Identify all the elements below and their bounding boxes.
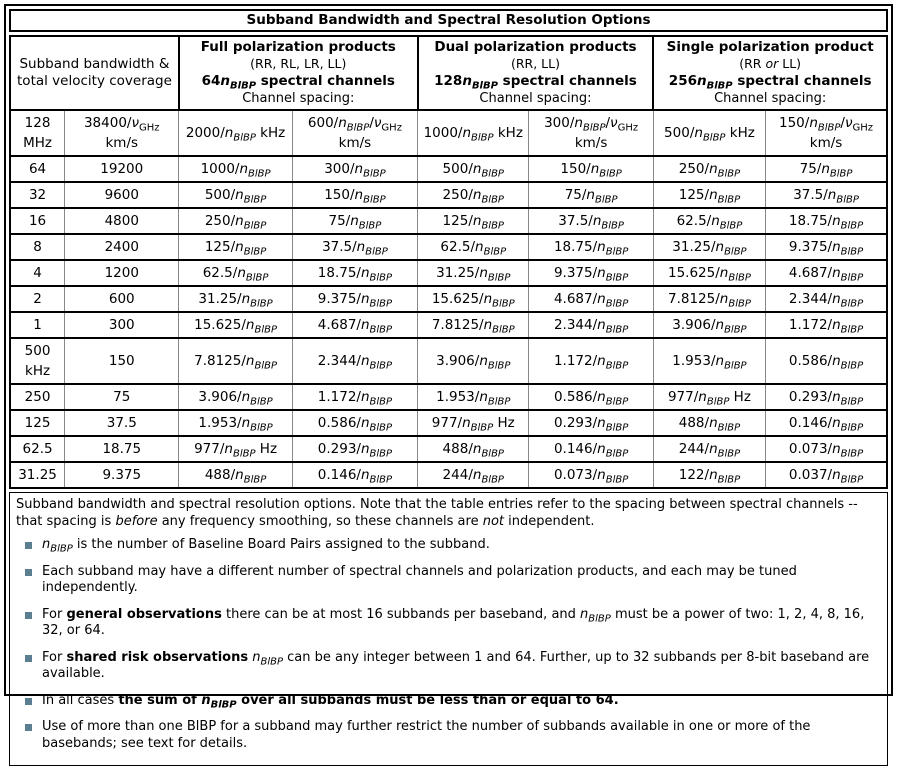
group-polarizations: (RR, LL) (510, 56, 560, 71)
table-caption: Subband bandwidth and spectral resolution options. Note that the table entries refer to the spacing between spectral channels -- that spacing is before any frequency smoothing, so these channels are not independent. (16, 497, 858, 529)
note-text: In all cases the sum of $n_{BlBP}$ over all subbands must be less than or equal to 64. (42, 692, 619, 711)
table-cell: $0.586/n_{BlBP}$ (766, 338, 887, 384)
table-cell: $250/n_{BlBP}$ (418, 182, 529, 208)
table-cell: $9.375/n_{BlBP}$ (529, 260, 653, 286)
table-cell: $150/n_{BlBP}$ (529, 156, 653, 182)
notes-list (16, 537, 881, 752)
column-group-header-3 (418, 36, 654, 110)
table-cell: 62.5 (10, 436, 65, 462)
group-channels: $64n_{BlBP}$ spectral channels (201, 73, 395, 92)
table-cell: $2.344/n_{BlBP}$ (766, 286, 887, 312)
table-cell: $0.073/n_{BlBP}$ (766, 436, 887, 462)
note-text: For shared risk observations $n_{BlBP}$ can be any integer between 1 and 64. Further, up to 32 subbands per 8-bit baseband are available. (42, 649, 870, 681)
table-cell: 125 (10, 410, 65, 436)
table-cell: $31.25/n_{BlBP}$ (653, 234, 765, 260)
notes-panel (9, 492, 888, 766)
table-cell: 9.375 (65, 462, 179, 488)
table-cell: $15.625/n_{BlBP}$ (653, 260, 765, 286)
note-text: Each subband may have a different number of spectral channels and polarization products, and each may be tuned independently. (42, 563, 797, 595)
table-cell: $15.625/n_{BlBP}$ (418, 286, 529, 312)
group-channels: $128n_{BlBP}$ spectral channels (434, 73, 637, 92)
group-spacing-label: Channel spacing: (242, 91, 355, 106)
table-cell: $0.586/n_{BlBP}$ (529, 384, 653, 410)
group-polarizations: (RR or LL) (739, 56, 802, 71)
table-cell: $15.625/n_{BlBP}$ (179, 312, 292, 338)
table-cell: $7.8125/n_{BlBP}$ (653, 286, 765, 312)
table-cell: $122/n_{BlBP}$ (653, 462, 765, 488)
table-row (10, 338, 887, 384)
table-cell: 16 (10, 208, 65, 234)
table-cell: 64 (10, 156, 65, 182)
table-cell: $62.5/n_{BlBP}$ (179, 260, 292, 286)
table-cell: $37.5/n_{BlBP}$ (766, 182, 887, 208)
square-bullet-icon (25, 698, 32, 705)
table-cell: $977/n_{BlBP}$ Hz (653, 384, 765, 410)
table-cell: $977/n_{BlBP}$ Hz (179, 436, 292, 462)
table-row (10, 156, 887, 182)
table-title: Subband Bandwidth and Spectral Resolution Options (9, 9, 888, 32)
table-cell: $62.5/n_{BlBP}$ (418, 234, 529, 260)
note-text: For general observations there can be at most 16 subbands per baseband, and $n_{BlBP}$ must be a power of two: 1, 2, 4, 8, 16, 32, or 64. (42, 606, 865, 638)
header-row (10, 36, 887, 110)
table-cell: 75 (65, 384, 179, 410)
table-cell: $37.5/n_{BlBP}$ (292, 234, 417, 260)
figure-frame (4, 4, 893, 751)
note-text: $n_{BlBP}$ is the number of Baseline Board Pairs assigned to the subband. (42, 537, 490, 555)
table-cell: 2400 (65, 234, 179, 260)
square-bullet-icon (25, 724, 32, 731)
table-row (10, 462, 887, 488)
table-cell: 4800 (65, 208, 179, 234)
table-cell: 2 (10, 286, 65, 312)
table-cell: $977/n_{BlBP}$ Hz (418, 410, 529, 436)
table-cell: 300 (65, 312, 179, 338)
group-polarizations: (RR, RL, LR, LL) (250, 56, 347, 71)
table-cell: $150/n_{BlBP}/\nu_{GHz}$ km/s (766, 110, 887, 156)
table-cell: $1000/n_{BlBP}$ kHz (418, 110, 529, 156)
table-cell: $0.073/n_{BlBP}$ (529, 462, 653, 488)
table-cell: $7.8125/n_{BlBP}$ (179, 338, 292, 384)
group-spacing-label: Channel spacing: (479, 91, 592, 106)
group-spacing-label: Channel spacing: (714, 91, 827, 106)
table-cell: $250/n_{BlBP}$ (653, 156, 765, 182)
table-cell: 9600 (65, 182, 179, 208)
group-channels: $256n_{BlBP}$ spectral channels (668, 73, 872, 92)
table-cell: $0.293/n_{BlBP}$ (766, 384, 887, 410)
table-cell: $125/n_{BlBP}$ (653, 182, 765, 208)
table-cell: $300/n_{BlBP}$ (292, 156, 417, 182)
table-cell: $0.586/n_{BlBP}$ (292, 410, 417, 436)
table-cell: $500/n_{BlBP}$ (179, 182, 292, 208)
table-cell: $244/n_{BlBP}$ (653, 436, 765, 462)
table-cell: 19200 (65, 156, 179, 182)
table-cell: $7.8125/n_{BlBP}$ (418, 312, 529, 338)
table-cell: $1000/n_{BlBP}$ (179, 156, 292, 182)
table-cell: 18.75 (65, 436, 179, 462)
table-cell: $4.687/n_{BlBP}$ (529, 286, 653, 312)
note-item (25, 693, 881, 710)
table-cell: $244/n_{BlBP}$ (418, 462, 529, 488)
table-cell: 37.5 (65, 410, 179, 436)
table-cell: $1.953/n_{BlBP}$ (653, 338, 765, 384)
table-row (10, 208, 887, 234)
table-cell: $75/n_{BlBP}$ (292, 208, 417, 234)
subband-options-table (9, 35, 888, 489)
table-cell: $150/n_{BlBP}$ (292, 182, 417, 208)
note-item (25, 719, 881, 752)
note-item (25, 537, 881, 554)
table-cell: $62.5/n_{BlBP}$ (653, 208, 765, 234)
table-cell: $75/n_{BlBP}$ (766, 156, 887, 182)
table-cell: 1200 (65, 260, 179, 286)
table-cell: $300/n_{BlBP}/\nu_{GHz}$ km/s (529, 110, 653, 156)
table-cell: $75/n_{BlBP}$ (529, 182, 653, 208)
table-cell: $37.5/n_{BlBP}$ (529, 208, 653, 234)
table-cell: $125/n_{BlBP}$ (418, 208, 529, 234)
table-row (10, 286, 887, 312)
table-cell: 4 (10, 260, 65, 286)
table-cell: $500/n_{BlBP}$ (418, 156, 529, 182)
table-row (10, 260, 887, 286)
note-item (25, 564, 881, 597)
table-cell: 1 (10, 312, 65, 338)
table-cell: $3.906/n_{BlBP}$ (653, 312, 765, 338)
table-cell: $2.344/n_{BlBP}$ (292, 338, 417, 384)
square-bullet-icon (25, 569, 32, 576)
table-cell: $18.75/n_{BlBP}$ (292, 260, 417, 286)
table-cell: 8 (10, 234, 65, 260)
table-cell: $0.293/n_{BlBP}$ (529, 410, 653, 436)
group-title: Single polarization product (666, 39, 874, 55)
table-cell: $18.75/n_{BlBP}$ (766, 208, 887, 234)
table-cell: $4.687/n_{BlBP}$ (766, 260, 887, 286)
table-cell: $9.375/n_{BlBP}$ (292, 286, 417, 312)
table-row (10, 410, 887, 436)
table-cell: $488/n_{BlBP}$ (179, 462, 292, 488)
table-cell: $2.344/n_{BlBP}$ (529, 312, 653, 338)
table-cell: $9.375/n_{BlBP}$ (766, 234, 887, 260)
table-cell: $125/n_{BlBP}$ (179, 234, 292, 260)
table-cell: 500 kHz (10, 338, 65, 384)
square-bullet-icon (25, 542, 32, 549)
table-row (10, 110, 887, 156)
table-cell: $18.75/n_{BlBP}$ (529, 234, 653, 260)
table-cell: $250/n_{BlBP}$ (179, 208, 292, 234)
column-group-header-1: Subband bandwidth & total velocity coverage (10, 36, 179, 110)
table-cell: 32 (10, 182, 65, 208)
table-cell: $2000/n_{BlBP}$ kHz (179, 110, 292, 156)
table-cell: $31.25/n_{BlBP}$ (418, 260, 529, 286)
table-cell: $38400/\nu_{GHz}$ km/s (65, 110, 179, 156)
table-row (10, 182, 887, 208)
note-item (25, 607, 881, 640)
table-cell: $1.953/n_{BlBP}$ (418, 384, 529, 410)
note-item (25, 650, 881, 683)
table-row (10, 312, 887, 338)
table-row (10, 384, 887, 410)
table-cell: 250 (10, 384, 65, 410)
group-title: Full polarization products (200, 39, 396, 55)
table-cell: 31.25 (10, 462, 65, 488)
table-cell: $0.146/n_{BlBP}$ (292, 462, 417, 488)
table-cell: $600/n_{BlBP}/\nu_{GHz}$ km/s (292, 110, 417, 156)
table-cell: $3.906/n_{BlBP}$ (179, 384, 292, 410)
table-cell: $0.146/n_{BlBP}$ (766, 410, 887, 436)
table-cell: $488/n_{BlBP}$ (653, 410, 765, 436)
table-cell: 128 MHz (10, 110, 65, 156)
table-cell: $488/n_{BlBP}$ (418, 436, 529, 462)
table-cell: $1.953/n_{BlBP}$ (179, 410, 292, 436)
column-group-header-4 (653, 36, 887, 110)
table-row (10, 234, 887, 260)
table-row (10, 436, 887, 462)
note-text: Use of more than one BlBP for a subband may further restrict the number of subbands available in one or more of the basebands; see text for details. (42, 719, 811, 751)
table-cell: $31.25/n_{BlBP}$ (179, 286, 292, 312)
table-cell: $1.172/n_{BlBP}$ (766, 312, 887, 338)
column-group-header-2 (179, 36, 418, 110)
table-cell: $1.172/n_{BlBP}$ (529, 338, 653, 384)
table-cell: $500/n_{BlBP}$ kHz (653, 110, 765, 156)
table-cell: $0.146/n_{BlBP}$ (529, 436, 653, 462)
group-title: Dual polarization products (434, 39, 637, 55)
table-cell: $1.172/n_{BlBP}$ (292, 384, 417, 410)
square-bullet-icon (25, 655, 32, 662)
table-cell: $3.906/n_{BlBP}$ (418, 338, 529, 384)
table-cell: $0.037/n_{BlBP}$ (766, 462, 887, 488)
table-cell: 150 (65, 338, 179, 384)
table-cell: $4.687/n_{BlBP}$ (292, 312, 417, 338)
square-bullet-icon (25, 612, 32, 619)
table-cell: $0.293/n_{BlBP}$ (292, 436, 417, 462)
table-cell: 600 (65, 286, 179, 312)
